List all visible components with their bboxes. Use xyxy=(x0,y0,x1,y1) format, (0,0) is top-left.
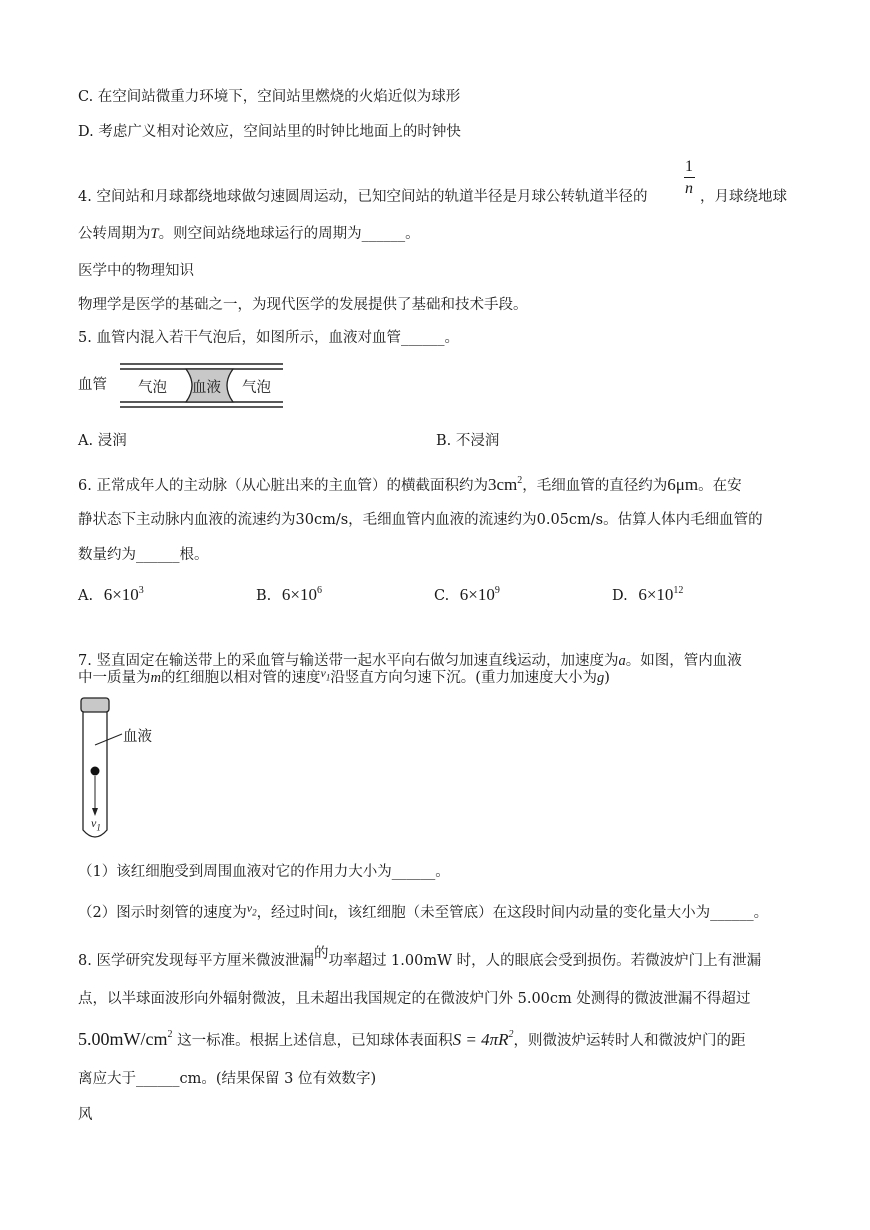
q7-text-a: 7. 竖直固定在输送带上的采血管与输送带一起水平向右做匀加速直线运动，加速度为 xyxy=(78,653,619,669)
q7-line2 xyxy=(78,668,610,692)
q4-text-c: 公转周期为 xyxy=(78,226,151,242)
q6-area xyxy=(488,475,522,494)
q7-figure-v1-label xyxy=(91,813,101,837)
q8-text-c: 这一标准。根据上述信息，已知球体表面积 xyxy=(177,1033,453,1049)
v-letter: v xyxy=(91,816,97,830)
q5-blood-label: 血液 xyxy=(192,380,221,396)
q8-line1 xyxy=(78,946,762,971)
q7-subquestion-2 xyxy=(78,903,768,927)
option-exp: 9 xyxy=(494,585,500,596)
option-label: B. xyxy=(256,588,272,604)
q6-diameter: 6μm xyxy=(667,475,699,494)
option-value xyxy=(104,585,144,604)
v-letter: v xyxy=(320,666,326,680)
q7-var-v2 xyxy=(246,901,257,918)
q7-text-b: 。如图，管内血液 xyxy=(625,653,742,669)
option-base: 6×10 xyxy=(459,585,495,604)
q8-text-de: 的 xyxy=(313,946,329,962)
q7-text-f: ) xyxy=(604,670,610,686)
red-blood-cell xyxy=(91,767,100,776)
option-exp: 3 xyxy=(138,585,144,596)
q8-line4: 离应大于______cm。(结果保留 3 位有效数字) xyxy=(78,1071,377,1087)
q6-option-d xyxy=(612,585,683,606)
q3-option-c: C. 在空间站微重力环境下，空间站里燃烧的火焰近似为球形 xyxy=(78,89,461,105)
tube-cap xyxy=(81,698,109,712)
q6-option-c xyxy=(434,585,500,606)
v-subscript: 1 xyxy=(96,822,101,833)
option-label: D. xyxy=(612,588,628,604)
q8-text-b: 功率超过 1.00mW 时，人的眼底会受到损伤。若微波炉门上有泄漏 xyxy=(328,953,762,969)
q8-text-d: ，则微波炉运转时人和微波炉门的距 xyxy=(513,1033,746,1049)
q7-sub2-text-b: ，经过时间 xyxy=(256,905,330,921)
q4-fraction xyxy=(682,158,696,198)
q7-tube-figure xyxy=(70,692,190,852)
q5-option-b: B. 不浸润 xyxy=(436,433,500,449)
section-intro: 物理学是医学的基础之一，为现代医学的发展提供了基础和技术手段。 xyxy=(78,297,528,313)
q6-text-c: 。在安 xyxy=(698,478,742,494)
section-title: 医学中的物理知识 xyxy=(78,263,194,279)
blood-label-leader xyxy=(95,734,122,745)
q7-subquestion-1: （1）该红细胞受到周围血液对它的作用力大小为______。 xyxy=(78,864,450,880)
v-subscript: 1 xyxy=(325,672,331,683)
q4-var-T: T xyxy=(150,226,159,242)
option-value xyxy=(460,585,500,604)
q7-var-g: g xyxy=(596,670,605,686)
q7-sub2-text-c: ，该红细胞（未至管底）在这段时间内动量的变化量大小为______。 xyxy=(333,905,769,921)
q6-option-a xyxy=(78,585,144,606)
q7-var-t: t xyxy=(329,905,334,921)
v-subscript: 2 xyxy=(252,907,257,918)
option-exp: 12 xyxy=(673,585,684,596)
q6-area-exp: 2 xyxy=(517,475,523,486)
q6-line2: 静状态下主动脉内血液的流速约为30cm/s，毛细血管内血液的流速约为0.05cm/s。估算人体内毛细血管的 xyxy=(78,512,763,528)
option-base: 6×10 xyxy=(638,585,674,604)
q6-option-b xyxy=(256,585,322,606)
trailing-text: 风 xyxy=(78,1107,93,1123)
v-letter: v xyxy=(246,901,253,915)
q6-text-a: 6. 正常成年人的主动脉（从心脏出来的主血管）的横截面积约为 xyxy=(78,478,488,494)
option-exp: 6 xyxy=(316,585,322,596)
q4-frac-numerator: 1 xyxy=(685,158,693,175)
q7-text-e: 沿竖直方向匀速下沉。(重力加速度大小为 xyxy=(330,670,597,686)
q4-line2 xyxy=(78,224,420,244)
q4-frac-denominator: n xyxy=(685,180,693,197)
q3-option-d: D. 考虑广义相对论效应，空间站里的时钟比地面上的时钟快 xyxy=(78,124,461,140)
q6-text-b: ，毛细血管的直径约为 xyxy=(522,478,668,494)
q6-line1 xyxy=(78,475,742,496)
q7-var-m: m xyxy=(150,670,161,686)
q8-text-a: 8. 医学研究发现每平方厘米微波泄漏 xyxy=(78,953,314,969)
q4-text-d: 。则空间站绕地球运行的周期为______。 xyxy=(158,226,420,242)
fraction-bar xyxy=(684,177,695,178)
q6-area-value: 3cm xyxy=(487,475,518,494)
q5-right-bubble-label: 气泡 xyxy=(242,380,271,396)
q8-limit-value: 5.00mW/cm xyxy=(78,1029,168,1049)
q8-formula-text: S = 4πR xyxy=(452,1030,509,1049)
q8-limit-exp: 2 xyxy=(167,1029,173,1040)
q7-sub2-text-a: （2）图示时刻管的速度为 xyxy=(78,905,247,921)
q5-left-bubble-label: 气泡 xyxy=(138,380,167,396)
option-label: C. xyxy=(434,588,450,604)
q7-text-c: 中一质量为 xyxy=(78,670,151,686)
q4-text-a: 4. 空间站和月球都绕地球做匀速圆周运动，已知空间站的轨道半径是月球公转轨道半径的 xyxy=(78,189,648,205)
q4-line1 xyxy=(78,187,647,207)
option-value xyxy=(638,585,683,604)
q7-blood-label: 血液 xyxy=(123,729,152,745)
q4-text-b: ，月球绕地球 xyxy=(700,189,787,205)
q8-formula-exp: 2 xyxy=(508,1029,514,1040)
option-label: A. xyxy=(78,588,94,604)
q5-vessel-label: 血管 xyxy=(78,377,107,393)
q7-text-d: 的红细胞以相对管的速度 xyxy=(160,670,321,686)
q8-limit xyxy=(78,1029,172,1049)
q8-line2: 点，以半球面波形向外辐射微波，且未超出我国规定的在微波炉门外 5.00cm 处测得的微波泄漏不得超过 xyxy=(78,991,751,1007)
q8-formula xyxy=(453,1030,514,1049)
q6-line3: 数量约为______根。 xyxy=(78,547,209,563)
q7-var-v1 xyxy=(320,666,331,683)
option-base: 6×10 xyxy=(103,585,139,604)
option-value xyxy=(282,585,322,604)
option-base: 6×10 xyxy=(281,585,317,604)
q5-option-a: A. 浸润 xyxy=(78,433,127,449)
q7-var-a: a xyxy=(618,653,626,669)
q8-line3 xyxy=(78,1029,745,1051)
q5-stem: 5. 血管内混入若干气泡后，如图所示，血液对血管______。 xyxy=(78,330,459,346)
